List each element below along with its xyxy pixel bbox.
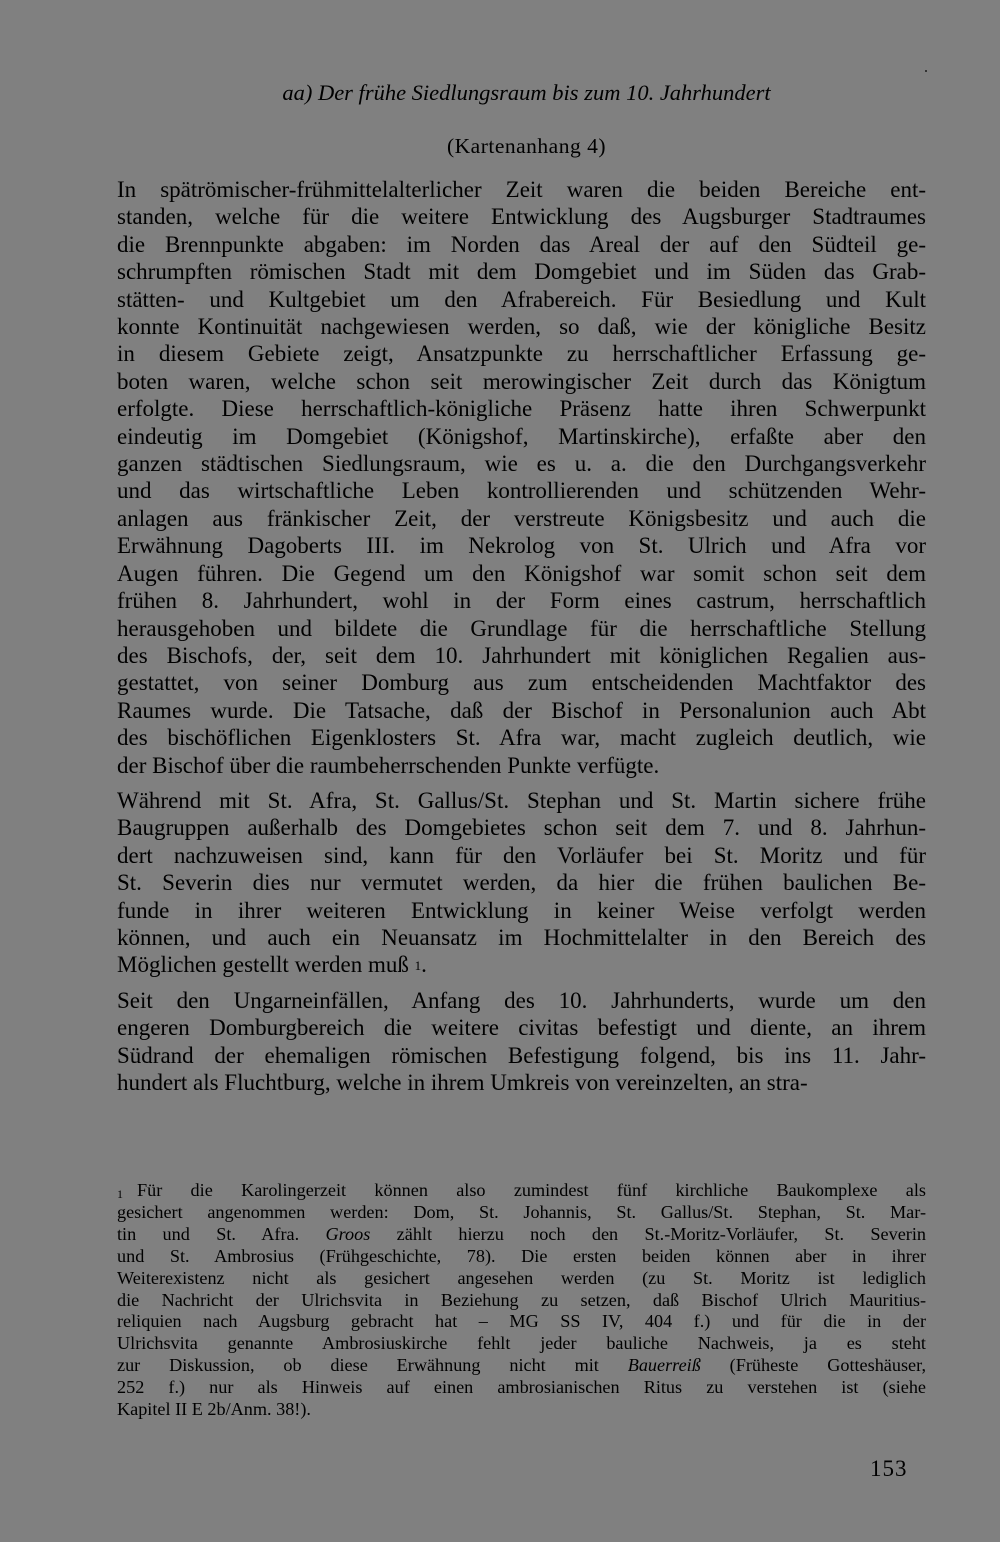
text-line-content: des bischöflichen Eigenklosters St. Afra war, macht zugleich deutlich, wie <box>117 725 926 751</box>
footnote-line: 252 f.) nur als Hinweis auf einen ambrosianischen Ritus zu verstehen ist (siehe <box>117 1377 926 1398</box>
text-line <box>117 176 926 203</box>
text-line-content: boten waren, welche schon seit merowingischer Zeit durch das Königtum <box>117 368 926 394</box>
text-line <box>117 669 926 696</box>
text-line <box>117 697 926 724</box>
author-name: Groos <box>325 1223 371 1244</box>
text-line-content: Augen führen. Die Gegend um den Königshof war somit schon seit dem <box>117 560 926 586</box>
text-line-content: Erwähnung Dagoberts III. im Nekrolog von St. Ulrich und Afra vor <box>117 533 926 559</box>
footnote-line: Ulrichsvita genannte Ambrosiuskirche fehlt jeder bauliche Nachweis, ja es steht <box>117 1333 926 1354</box>
footnote-line: Weiterexistenz nicht als gesichert angesehen werden (zu St. Moritz ist lediglich <box>117 1267 926 1288</box>
text-line-content: St. Severin dies nur vermutet werden, da hier die frühen baulichen Be- <box>117 870 926 896</box>
footnote-line: reliquien nach Augsburg gebracht hat – MG SS IV, 404 f.) und für die in der <box>117 1311 926 1332</box>
footnote-line-text: Für die Karolingerzeit können also zumindest fünf kirchliche Baukomplexe als <box>137 1180 926 1200</box>
paragraph-3 <box>117 987 926 1097</box>
text-line-content: in diesem Gebiete zeigt, Ansatzpunkte zu herrschaftlicher Erfassung ge- <box>117 341 926 367</box>
text-line <box>117 368 926 395</box>
footnote-line <box>117 1180 926 1202</box>
text-line-content: Während mit St. Afra, St. Gallus/St. Stephan und St. Martin sichere frühe <box>117 787 926 813</box>
text-line-content: stätten- und Kultgebiet um den Afrabereich. Für Besiedlung und Kult <box>117 286 926 312</box>
text-line-content: können, und auch ein Neuansatz im Hochmittelalter in den Bereich des <box>117 924 926 950</box>
text-line-content: Möglichen gestellt werden muß <box>117 952 409 978</box>
map-appendix-reference: (Kartenanhang 4) <box>446 134 607 158</box>
text-line <box>117 642 926 669</box>
text-line-content: gestattet, von seiner Domburg aus zum entscheidenden Machtfaktor des <box>117 670 926 696</box>
scan-speck <box>925 70 927 72</box>
text-line <box>117 924 926 951</box>
author-name: Bauerreiß <box>627 1355 701 1376</box>
text-line-content: Baugruppen außerhalb des Domgebietes schon seit dem 7. und 8. Jahrhun- <box>117 815 926 841</box>
text-line <box>117 286 926 313</box>
text-line <box>117 1042 926 1069</box>
footnote-area <box>117 1180 926 1421</box>
text-line <box>117 340 926 367</box>
text-line <box>117 423 926 450</box>
footnote-line <box>117 1224 926 1246</box>
footnote-mark: 1 <box>117 1187 123 1201</box>
text-line <box>117 951 926 978</box>
paragraph-2 <box>117 787 926 979</box>
text-line <box>117 395 926 422</box>
text-line-content: konnte Kontinuität nachgewiesen werden, so daß, wie der königliche Besitz <box>117 314 926 340</box>
text-line-content: der Bischof über die raumbeherrschenden Punkte verfügte. <box>117 752 660 778</box>
text-line <box>117 1014 926 1041</box>
text-line-content: erfolgte. Diese herrschaftlich-königliche Präsenz hatte ihren Schwerpunkt <box>117 396 926 422</box>
footnote-reference: 1 <box>414 958 422 974</box>
footnote-line: Kapitel II E 2b/Anm. 38!). <box>117 1399 311 1420</box>
text-line <box>117 505 926 532</box>
text-line <box>117 842 926 869</box>
text-line-content: ganzen städtischen Siedlungsraum, wie es u. a. die den Durchgangsverkehr <box>117 451 926 477</box>
text-line <box>117 587 926 614</box>
footnote-line-text: zählt hierzu noch den St.-Moritz-Vorläufer, St. Severin <box>370 1223 926 1244</box>
text-line <box>117 477 926 504</box>
text-line-content: schrumpften römischen Stadt mit dem Domgebiet und im Süden das Grab- <box>117 259 926 285</box>
text-line-content: In spätrömischer-frühmittelalterlicher Zeit waren die beiden Bereiche ent- <box>117 177 926 202</box>
text-line <box>117 560 926 587</box>
paragraph-1 <box>117 176 926 779</box>
text-line <box>117 1069 926 1096</box>
footnote-line-text: tin und St. Afra. <box>117 1223 326 1244</box>
text-line-content: hundert als Fluchtburg, welche in ihrem Umkreis von vereinzelten, an stra- <box>117 1070 808 1095</box>
text-line <box>117 897 926 924</box>
text-line-content: eindeutig im Domgebiet (Königshof, Martinskirche), erfaßte aber den <box>117 423 926 449</box>
text-line-content: Seit den Ungarneinfällen, Anfang des 10. Jahrhunderts, wurde um den <box>117 987 926 1013</box>
text-line <box>117 231 926 258</box>
text-line <box>117 615 926 642</box>
footnote-line-text: (Früheste Gotteshäuser, <box>700 1355 926 1376</box>
text-line <box>117 313 926 340</box>
text-line-content: und das wirtschaftliche Leben kontrollierenden und schützenden Wehr- <box>117 478 926 504</box>
text-line-content: funde in ihrer weiteren Entwicklung in keiner Weise verfolgt werden <box>117 897 926 923</box>
text-line-content: anlagen aus fränkischer Zeit, der verstreute Königsbesitz und auch die <box>117 505 926 531</box>
text-line <box>117 752 926 779</box>
text-line <box>117 869 926 896</box>
text-line-content: engeren Domburgbereich die weitere civitas befestigt und diente, an ihrem <box>117 1015 926 1041</box>
text-line <box>117 450 926 477</box>
text-line-content: des Bischofs, der, seit dem 10. Jahrhundert mit königlichen Regalien aus- <box>117 642 926 668</box>
footnote-line: gesichert angenommen werden: Dom, St. Johannis, St. Gallus/St. Stephan, St. Mar- <box>117 1201 926 1222</box>
footnote-line-text: zur Diskussion, ob diese Erwähnung nicht mit <box>117 1355 628 1376</box>
text-line <box>117 203 926 230</box>
text-line <box>117 258 926 285</box>
text-line <box>117 987 926 1014</box>
text-line <box>117 814 926 841</box>
text-line-content: herausgehoben und bildete die Grundlage für die herrschaftliche Stellung <box>117 615 926 641</box>
footnote-line <box>117 1355 926 1377</box>
text-line <box>117 787 926 814</box>
text-line-content: dert nachzuweisen sind, kann für den Vorläufer bei St. Moritz und für <box>117 842 926 868</box>
text-line <box>117 724 926 751</box>
footnote-line: und St. Ambrosius (Frühgeschichte, 78). Die ersten beiden können aber in ihrer <box>117 1245 926 1266</box>
text-line-content: Südrand der ehemaligen römischen Befestigung folgend, bis ins 11. Jahr- <box>117 1042 926 1068</box>
page-number: 153 <box>870 1456 908 1481</box>
section-heading: aa) Der frühe Siedlungsraum bis zum 10. Jahrhundert <box>282 80 771 105</box>
text-line-tail: . <box>421 952 427 978</box>
body-text <box>117 176 926 1104</box>
text-line-content: standen, welche für die weitere Entwicklung des Augsburger Stadtraumes <box>117 204 926 230</box>
text-line <box>117 532 926 559</box>
footnote-line: die Nachricht der Ulrichsvita in Beziehung zu setzen, daß Bischof Ulrich Mauritius- <box>117 1289 926 1310</box>
text-line-content: Raumes wurde. Die Tatsache, daß der Bischof in Personalunion auch Abt <box>117 697 926 723</box>
text-line-content: die Brennpunkte abgaben: im Norden das Areal der auf den Südteil ge- <box>117 231 926 257</box>
text-line-content: frühen 8. Jahrhundert, wohl in der Form eines castrum, herrschaftlich <box>117 588 926 614</box>
